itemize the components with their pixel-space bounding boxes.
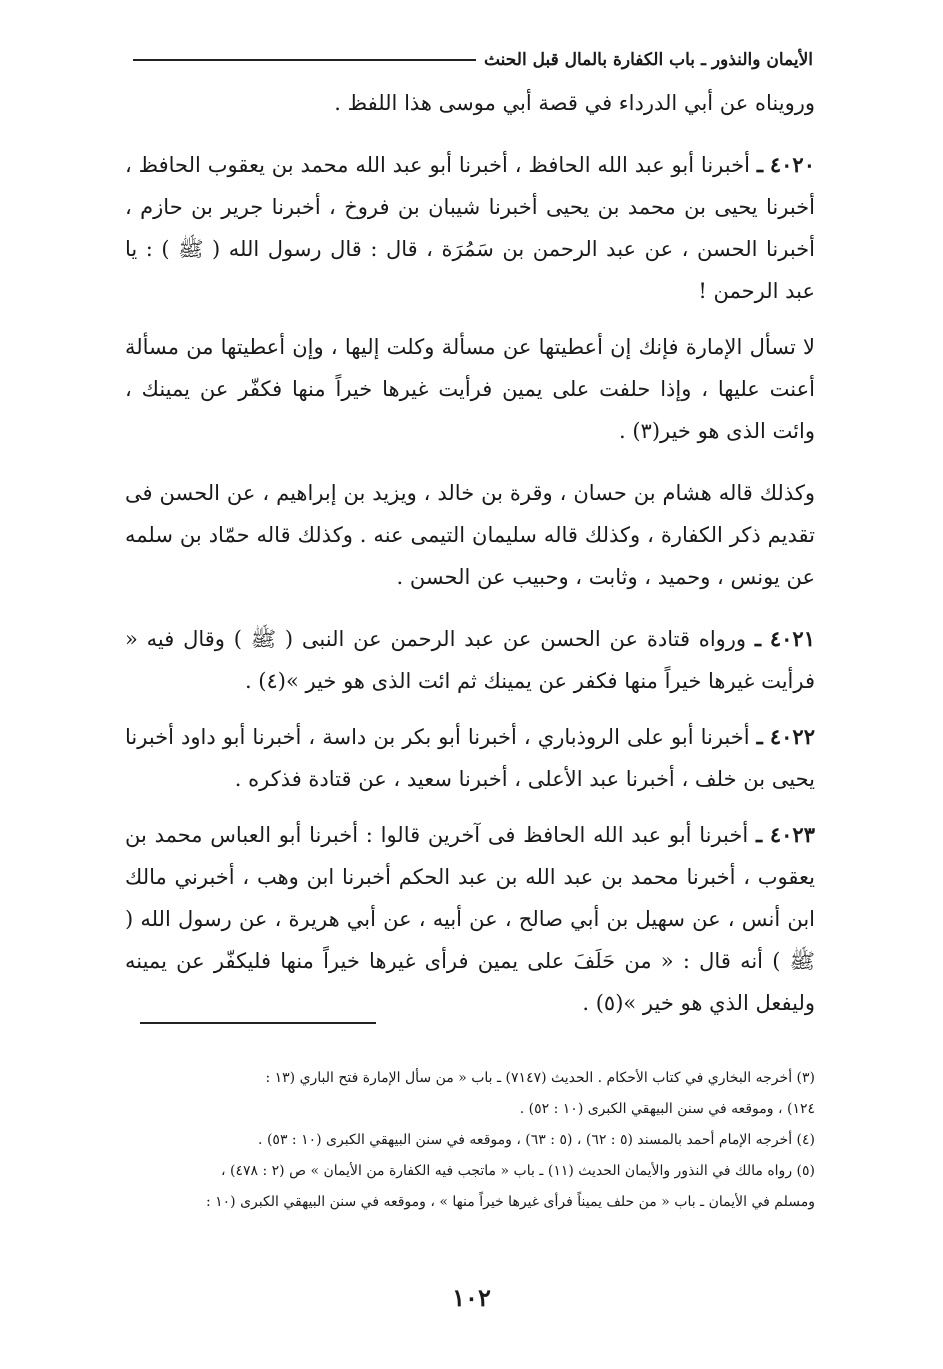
header-rule [133,59,476,61]
hadith-number: ٤٠٢١ [769,626,815,651]
hadith-4023 [125,814,815,1024]
header-title: الأيمان والنذور ـ باب الكفارة بالمال قبل الحنث [483,50,813,70]
footnote-3-line-1: (٣) أخرجه البخاري في كتاب الأحكام . الحديث (٧١٤٧) ـ باب « من سأل الإمارة فتح الباري (١٣ : [265,1070,815,1086]
hadith-4022 [125,716,815,800]
footnote-5-line-1: (٥) رواه مالك في النذور والأيمان الحديث (١١) ـ باب « ماتجب فيه الكفارة من الأيمان » ص (٢ : ٤٧٨) ، [221,1163,815,1179]
running-header [133,50,813,70]
hadith-4020-quote: لا تسأل الإمارة فإنك إن أعطيتها عن مسألة وكلت إليها ، وإن أعطيتها من مسألة أعنت عليها ، وإذا حلفت على يمين فرأيت غيرها خيراً منها فكفّر عن يمينك ، وائت الذى هو خير(٣) . [125,335,815,443]
hadith-dash: ـ [755,822,763,847]
hadith-text: أخبرنا أبو عبد الله الحافظ ، أخبرنا أبو عبد الله محمد بن يعقوب الحافظ ، أخبرنا يحيى بن محمد بن يحيى أخبرنا شيبان بن فروخ ، أخبرنا جرير بن حازم ، أخبرنا الحسن ، عن عبد الرحمن بن سَمُرَة ، قال : قال رسول الله ( ﷺ ) : يا عبد الرحمن ! [125,153,815,303]
hadith-dash: ـ [756,724,763,749]
footnote-5-line-2: ومسلم في الأيمان ـ باب « من حلف يميناً فرأى غيرها خيراً منها » ، وموقعه في سنن البيهقي الكبرى (١٠ : [205,1194,815,1210]
hadith-4020 [125,144,815,312]
main-text [125,82,815,1038]
intro-line: ورويناه عن أبي الدرداء في قصة أبي موسى هذا اللفظ . [334,91,815,115]
hadith-text: ورواه قتادة عن الحسن عن عبد الرحمن عن النبى ( ﷺ ) وقال فيه « فرأيت غيرها خيراً منها فكفر عن يمينك ثم ائت الذى هو خير »(٤) . [125,627,815,693]
hadith-4021 [125,618,815,702]
hadith-number: ٤٠٢٣ [769,822,815,847]
hadith-text: أخبرنا أبو على الروذباري ، أخبرنا أبو بكر بن داسة ، أخبرنا أبو داود أخبرنا يحيى بن خلف ، أخبرنا عبد الأعلى ، أخبرنا سعيد ، عن قتادة فذكره . [125,725,815,791]
hadith-number: ٤٠٢٠ [769,152,815,177]
hadith-4020-note: وكذلك قاله هشام بن حسان ، وقرة بن خالد ، ويزيد بن إبراهيم ، عن الحسن فى تقديم ذكر الكفارة ، وكذلك قاله سليمان التيمى عنه . وكذلك قاله حمّاد بن سلمه عن يونس ، وحميد ، وثابت ، وحبيب عن الحسن . [125,481,815,589]
hadith-dash: ـ [756,152,763,177]
footnote-4: (٤) أخرجه الإمام أحمد بالمسند (٥ : ٦٢) ، (٥ : ٦٣) ، وموقعه في سنن البيهقي الكبرى (١٠ : ٥٣) . [258,1132,815,1148]
hadith-text: أخبرنا أبو عبد الله الحافظ فى آخرين قالوا : أخبرنا أبو العباس محمد بن يعقوب ، أخبرنا محمد بن عبد الله بن عبد الحكم أخبرنا ابن وهب ، أخبرني مالك ابن أنس ، عن سهيل بن أبي صالح ، عن أبيه ، عن أبي هريرة ، عن رسول الله ( ﷺ ) أنه قال : « من حَلَفَ على يمين فرأى غيرها خيراً منها فليكفّر عن يمينه وليفعل الذي هو خير »(٥) . [125,823,815,1015]
page-number: ١٠٢ [452,1283,491,1312]
footnote-separator [140,1022,376,1024]
footnote-3-line-2: ١٢٤) ، وموقعه في سنن البيهقي الكبرى (١٠ : ٥٢) . [519,1101,815,1117]
footnotes [125,1063,815,1218]
hadith-number: ٤٠٢٢ [769,724,815,749]
hadith-dash: ـ [754,626,762,651]
